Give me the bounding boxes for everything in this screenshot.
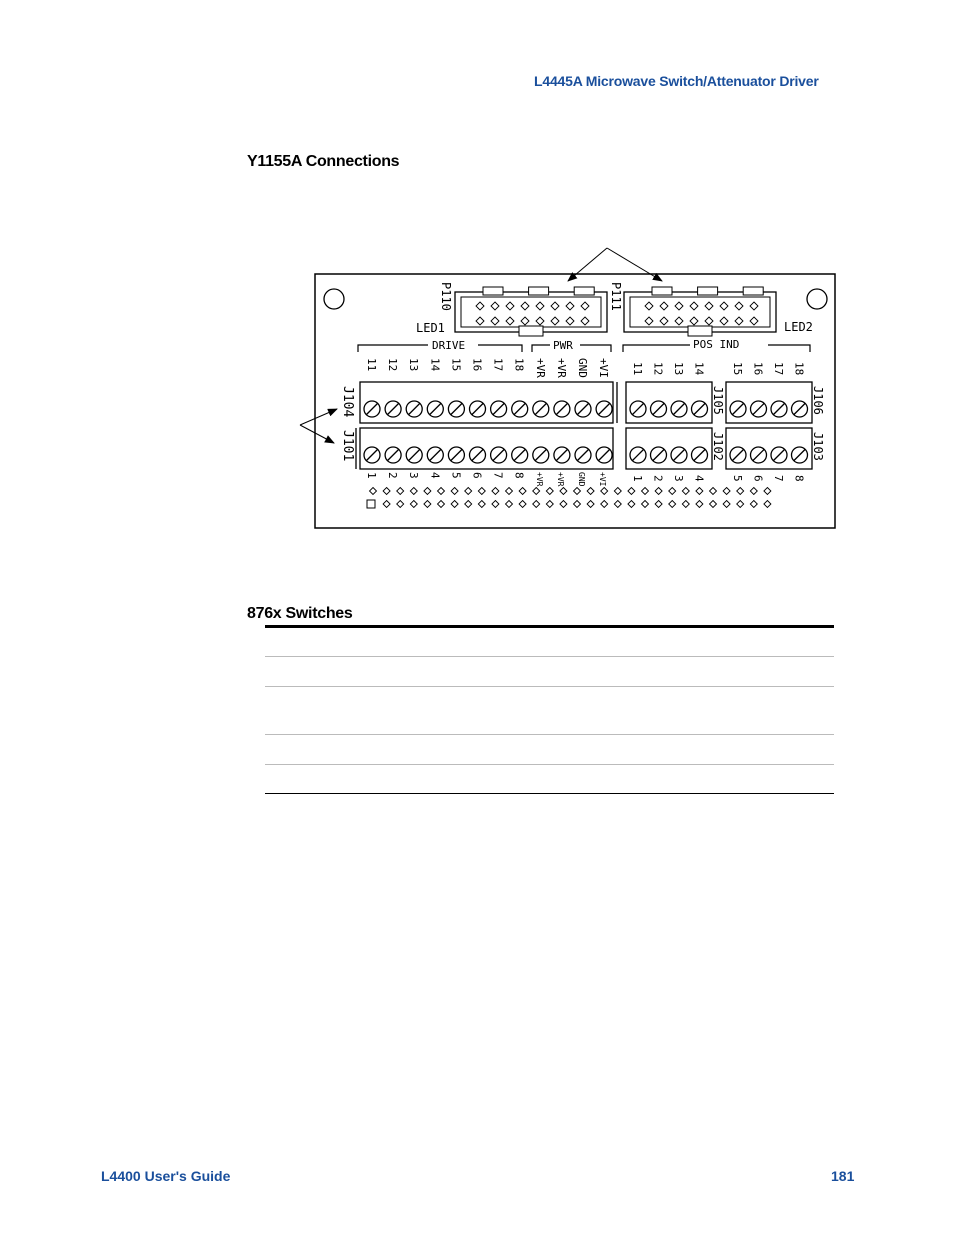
callout-arrow-p110	[568, 248, 607, 281]
proto-pad	[465, 501, 472, 508]
callout-arrow-p111	[607, 248, 662, 281]
connector-p111-label: P111	[609, 282, 623, 311]
j102-label: J102	[711, 432, 725, 461]
callout-arrow-j101	[300, 425, 334, 443]
section-title-y1155a: Y1155A Connections	[247, 153, 400, 170]
pin-label-top: 13	[407, 358, 421, 372]
pin-label-top: 17	[772, 362, 785, 376]
pin-label-bottom: 8	[512, 472, 526, 479]
proto-pad	[478, 488, 485, 495]
pin-label-bottom: +VR	[534, 472, 544, 487]
proto-pad	[614, 488, 621, 495]
connector-key	[688, 326, 712, 336]
pin-label-bottom: 1	[365, 472, 378, 479]
proto-pad	[655, 501, 662, 508]
connector-pin	[720, 317, 728, 325]
proto-pad	[750, 501, 757, 508]
connector-pin	[566, 302, 574, 310]
pin-label-top: 15	[731, 362, 744, 376]
proto-pad	[750, 488, 757, 495]
proto-pad	[737, 488, 744, 495]
pin-label-top: +VI	[597, 358, 611, 378]
connector-pin	[720, 302, 728, 310]
connector-p110-label: P110	[439, 282, 453, 311]
pin-label-top: 16	[470, 358, 484, 372]
proto-pad	[492, 501, 499, 508]
connector-pin	[551, 317, 559, 325]
connector-p110-body	[455, 287, 607, 336]
proto-pad	[669, 501, 676, 508]
proto-pad	[438, 501, 445, 508]
pin-label-bottom: 7	[772, 475, 785, 482]
connector-latch	[483, 287, 503, 295]
connector-pin	[581, 302, 589, 310]
proto-pad	[560, 488, 567, 495]
proto-pad	[383, 501, 390, 508]
connector-pin	[750, 317, 758, 325]
proto-pad	[506, 501, 513, 508]
proto-pad	[370, 488, 377, 495]
pin-label-top: 11	[631, 362, 644, 376]
table-row-divider	[265, 764, 834, 765]
proto-pad	[506, 488, 513, 495]
connector-pin	[705, 317, 713, 325]
pin-label-top: 15	[449, 358, 463, 372]
connector-pin	[506, 302, 514, 310]
proto-pad	[424, 501, 431, 508]
pin-label-top: +VR	[554, 358, 568, 378]
pin-label-bottom: 6	[751, 475, 765, 482]
connector-pin	[521, 317, 529, 325]
connector-pin	[566, 317, 574, 325]
connector-pin	[476, 317, 484, 325]
pin-label-bottom: 6	[470, 472, 484, 479]
connector-latch	[574, 287, 594, 295]
pin-label-top: 14	[692, 362, 706, 376]
connector-pin	[735, 302, 743, 310]
connector-latch	[529, 287, 549, 295]
connector-p111-body	[624, 287, 776, 336]
connector-pin	[675, 302, 683, 310]
led1-label: LED1	[416, 321, 445, 335]
pin-label-bottom: 4	[692, 475, 706, 482]
pin1-square-pad	[367, 500, 375, 508]
pwr-group-label: PWR	[553, 339, 573, 352]
proto-pad	[682, 488, 689, 495]
table-row-divider	[265, 686, 834, 687]
proto-pad	[642, 488, 649, 495]
pin-label-top: 18	[792, 362, 806, 376]
pin-label-bottom: 1	[631, 475, 644, 482]
proto-pad	[546, 501, 553, 508]
connector-pin	[645, 302, 653, 310]
proto-pad	[383, 488, 390, 495]
mounting-hole-right	[807, 289, 827, 309]
pin-label-top: 12	[386, 358, 400, 372]
footer-guide-title: L4400 User's Guide	[101, 1168, 231, 1184]
proto-pad	[519, 501, 526, 508]
connector-latch	[743, 287, 763, 295]
proto-pad	[696, 501, 703, 508]
proto-pad	[710, 501, 717, 508]
connector-pin	[521, 302, 529, 310]
proto-pad	[642, 501, 649, 508]
connector-pin	[735, 317, 743, 325]
proto-pad	[451, 501, 458, 508]
pos-ind-group-label: POS IND	[693, 338, 740, 351]
proto-pad	[601, 488, 608, 495]
connector-pin	[690, 302, 698, 310]
pin-label-bottom: 2	[386, 472, 400, 479]
proto-pad	[723, 501, 730, 508]
pin-label-bottom: 3	[672, 475, 685, 482]
table-bottom-rule	[265, 793, 834, 794]
pin-label-top: 14	[428, 358, 442, 372]
proto-pad	[587, 488, 594, 495]
j104-label: J104	[340, 386, 355, 418]
proto-pad	[628, 488, 635, 495]
footer-page-number: 181	[831, 1168, 855, 1184]
connector-pin	[675, 317, 683, 325]
proto-pad	[438, 488, 445, 495]
proto-pad	[574, 488, 581, 495]
pin-label-bottom: 7	[491, 472, 505, 479]
connector-pin	[491, 317, 499, 325]
connector-latch	[698, 287, 718, 295]
pin-label-top: GND	[576, 358, 589, 378]
proto-pad	[710, 488, 717, 495]
table-row-divider	[265, 734, 834, 735]
proto-pad	[764, 501, 771, 508]
pin-label-top: 12	[651, 362, 665, 376]
section-title-876x: 876x Switches	[247, 605, 353, 622]
led2-label: LED2	[784, 320, 813, 334]
pin-label-bottom: GND	[577, 472, 586, 487]
connector-pin	[660, 302, 668, 310]
proto-pad	[492, 488, 499, 495]
proto-pad	[478, 501, 485, 508]
connector-latch	[652, 287, 672, 295]
proto-pad	[519, 488, 526, 495]
pin-label-top: 13	[672, 362, 685, 376]
proto-pad	[682, 501, 689, 508]
connector-pin	[750, 302, 758, 310]
callout-arrow-j104	[300, 409, 337, 425]
connector-pin	[581, 317, 589, 325]
proto-pad	[601, 501, 608, 508]
proto-pad	[737, 501, 744, 508]
connector-pin	[536, 302, 544, 310]
connector-pin	[551, 302, 559, 310]
pin-label-top: 18	[512, 358, 526, 372]
proto-pad	[587, 501, 594, 508]
drive-group-label: DRIVE	[432, 339, 466, 352]
connector-pin	[660, 317, 668, 325]
connector-pin	[476, 302, 484, 310]
proto-pad	[628, 501, 635, 508]
table-top-rule	[265, 625, 834, 628]
connector-pin	[536, 317, 544, 325]
proto-pad	[723, 488, 730, 495]
proto-pad	[574, 501, 581, 508]
connector-key	[519, 326, 543, 336]
j103-label: J103	[811, 432, 825, 461]
proto-pad	[764, 488, 771, 495]
proto-pad	[696, 488, 703, 495]
pin-label-top: 17	[491, 358, 505, 372]
connector-pin	[705, 302, 713, 310]
pin-label-top: 11	[365, 358, 378, 372]
pin-label-top: 16	[751, 362, 765, 376]
proto-pad	[397, 488, 404, 495]
proto-pad	[397, 501, 404, 508]
pin-label-bottom: 4	[428, 472, 442, 479]
pin-label-bottom: +VI	[598, 472, 608, 487]
connector-pin	[645, 317, 653, 325]
pin-label-bottom: +VR	[555, 472, 565, 487]
proto-pad	[669, 488, 676, 495]
proto-pad	[655, 488, 662, 495]
proto-pad	[465, 488, 472, 495]
connector-pin	[491, 302, 499, 310]
table-row-divider	[265, 656, 834, 657]
proto-pad	[560, 501, 567, 508]
pin-label-bottom: 8	[792, 475, 806, 482]
j106-label: J106	[811, 386, 825, 415]
running-header: L4445A Microwave Switch/Attenuator Driver	[534, 73, 819, 89]
connector-pin	[690, 317, 698, 325]
pin-label-bottom: 3	[407, 472, 421, 479]
proto-pad	[614, 501, 621, 508]
proto-pad	[533, 488, 540, 495]
proto-pad	[410, 488, 417, 495]
j101-label: J101	[340, 430, 355, 462]
mounting-hole-left	[324, 289, 344, 309]
proto-pad	[533, 501, 540, 508]
pin-label-top: +VR	[533, 358, 547, 378]
pin-label-bottom: 2	[651, 475, 665, 482]
j105-label: J105	[711, 386, 725, 415]
proto-pad	[546, 488, 553, 495]
pin-label-bottom: 5	[449, 472, 463, 479]
proto-pad	[451, 488, 458, 495]
proto-pad	[424, 488, 431, 495]
connector-pin	[506, 317, 514, 325]
pin-label-bottom: 5	[731, 475, 744, 482]
proto-pad	[410, 501, 417, 508]
